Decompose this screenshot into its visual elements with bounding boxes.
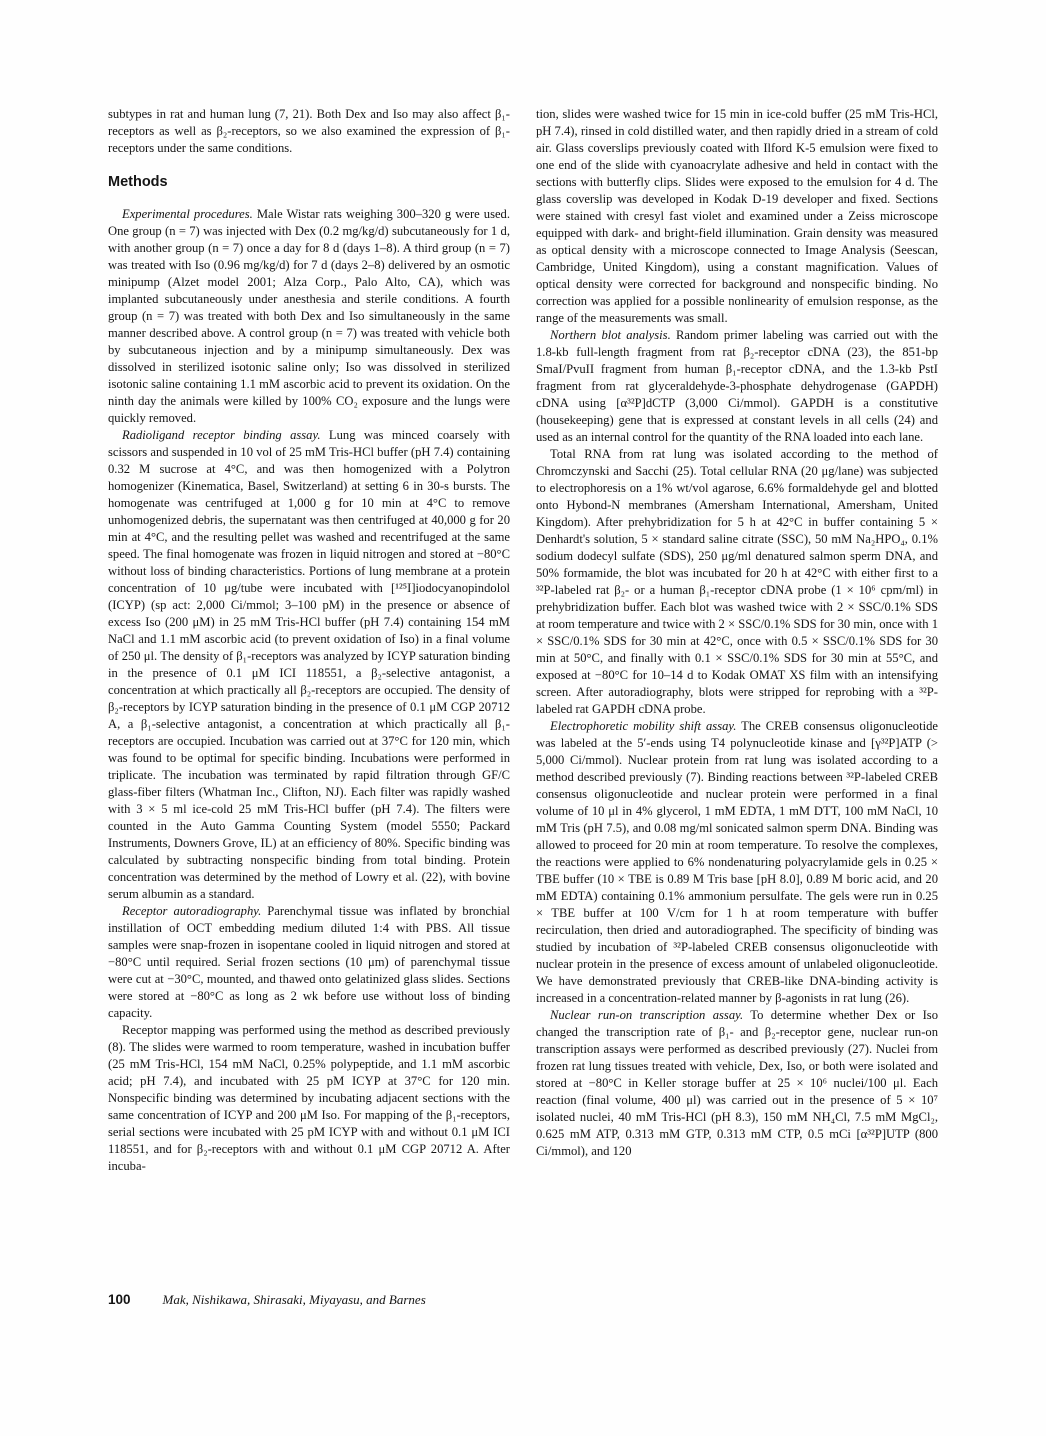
run-in-heading: Radioligand receptor binding assay.: [122, 428, 321, 442]
body-paragraph-total-rna: [536, 446, 938, 718]
continuation-paragraph: [536, 106, 938, 327]
paragraph-text: Parenchymal tissue was inflated by bronchial instillation of OCT embedding medium diluted 1:4 with PBS. All tissue samples were snap-frozen in isopentane cooled in liquid nitrogen and stored at −80°C until required. Serial frozen sections (10 μm) of parenchymal tissue were cut at −30°C, mounted, and thawed onto gelatinized glass slides. Sections were stored at −80°C as long as 2 wk before use without loss of binding capacity.: [108, 904, 510, 1020]
body-paragraph-radioligand-binding: [108, 427, 510, 903]
paragraph-text: The CREB consensus oligonucleotide was labeled at the 5′-ends using T4 polynucleotide kinase and [γ³²P]ATP (> 5,000 Ci/mmol). Nuclear protein from rat lung was isolated according to a method described previously (7). Binding reactions between ³²P-labeled CREB consensus oligonucleotide and nuclear protein were performed in a final volume of 10 μl in 4% glycerol, 1 mM EDTA, 1 mM DTT, 100 mM NaCl, 10 mM Tris (pH 7.5), and 0.08 mg/ml sonicated salmon sperm DNA. Binding was allowed to proceed for 20 min at room temperature. To resolve the complexes, the reactions were applied to 6% nondenaturing polyacrylamide gels in 0.25 × TBE buffer (10 × TBE is 0.89 M Tris base [pH 8.0], 0.89 M boric acid, and 20 mM EDTA) containing 0.1% ammonium persulfate. The gels were run in 0.25 × TBE buffer at 100 V/cm for 1 h at room temperature with buffer recirculation, then dried and autoradiographed. The specificity of binding was studied by incubation of ³²P-labeled CREB consensus oligonucleotide with nuclear protein in the presence of excess amount of unlabeled oligonucleotide. We have demonstrated previously that CREB-like DNA-binding activity is increased in a concentration-related manner by β-agonists in rat lung (26).: [536, 719, 938, 1005]
right-column: [536, 106, 938, 1175]
paragraph-text: Random primer labeling was carried out with the 1.8-kb full-length fragment from rat β₂-receptor cDNA (23), the 851-bp SmaI/PvuII fragment from human β₁-receptor cDNA, and the 1.3-kb PstI fragment from rat glyceraldehyde-3-phosphate dehydrogenase (GAPDH) cDNA using [α³²P]dCTP (3,000 Ci/mmol). GAPDH is a constitutive (housekeeping) gene that is expressed at constant levels in all cells (24) and used as an internal control for the quantity of the RNA loaded into each lane.: [536, 328, 938, 444]
two-column-text-area: [108, 106, 938, 1175]
page-number: 100: [108, 1292, 131, 1307]
paragraph-text: subtypes in rat and human lung (7, 21). Both Dex and Iso may also affect β₁-receptors as well as β₂-receptors, so we also examined the expression of β₁-receptors under the same conditions.: [108, 107, 510, 155]
run-in-heading: Northern blot analysis.: [550, 328, 671, 342]
run-in-heading: Receptor autoradiography.: [122, 904, 262, 918]
running-authors: Mak, Nishikawa, Shirasaki, Miyayasu, and Barnes: [162, 1292, 426, 1307]
run-in-heading: Electrophoretic mobility shift assay.: [550, 719, 737, 733]
paragraph-text: To determine whether Dex or Iso changed the transcription rate of β₁- and β₂-receptor gene, nuclear run-on transcription assays were performed as described previously (27). Nuclei from frozen rat lung tissues treated with vehicle, Dex, Iso, or both were isolated and stored at −80°C in Keller storage buffer at 25 × 10⁶ nuclei/100 μl. Each reaction (final volume, 400 μl) was carried out in the presence of 5 × 10⁷ isolated nuclei, 40 mM Tris-HCl (pH 8.3), 150 mM NH₄Cl, 7.5 mM MgCl₂, 0.625 mM ATP, 0.313 mM GTP, 0.313 mM CTP, 0.5 mCi [α³²P]UTP (800 Ci/mmol), and 120: [536, 1008, 938, 1158]
body-paragraph-emsa: [536, 718, 938, 1007]
body-paragraph-experimental-procedures: [108, 206, 510, 427]
paragraph-text: Total RNA from rat lung was isolated according to the method of Chromczynski and Sacchi (25). Total cellular RNA (20 μg/lane) was subjected to electrophoresis on a 1% wt/vol agarose, 6.6% formaldehyde gel and blotted onto Hybond-N membranes (Amersham International, Amersham, United Kingdom). After prehybridization for 5 h at 42°C in buffer containing 5 × Denhardt's solution, 5 × standard saline citrate (SSC), 50 mM Na₂HPO₄, 0.1% sodium dodecyl sulfate (SDS), 250 μg/ml denatured salmon sperm DNA, and 50% formamide, the blot was incubated for 20 h at 42°C with either first to a ³²P-labeled rat β₂- or a human β₁-receptor cDNA probe (1 × 10⁶ cpm/ml) in prehybridization buffer. Each blot was washed twice with 2 × SSC/0.1% SDS at room temperature and twice with 2 × SSC/0.1% SDS for 30 min, once with 1 × SSC/0.1% SDS for 30 min at 42°C, once with 0.5 × SSC/0.1% SDS for 30 min at 50°C, and finally with 0.1 × SSC/0.1% SDS for 30 min at 55°C, and exposed at −80°C for 10–14 d to Kodak OMAT XS film with an intensifying screen. After autoradiography, blots were stripped for reprobing with a ³²P-labeled rat GAPDH cDNA probe.: [536, 447, 938, 716]
page-footer: [108, 1292, 426, 1308]
body-paragraph-northern-blot: [536, 327, 938, 446]
paragraph-text: Receptor mapping was performed using the method as described previously (8). The slides were warmed to room temperature, washed in incubation buffer (25 mM Tris-HCl, 154 mM NaCl, 0.25% polypeptide, and 1.1 mM ascorbic acid; pH 7.4), and incubated with 25 pM ICYP at 37°C for 120 min. Nonspecific binding was determined by incubating adjacent sections with the same concentration of ICYP and 200 μM Iso. For mapping of the β₁-receptors, serial sections were incubated with 25 pM ICYP with and without 0.1 μM ICI 118551, and for β₂-receptors with and without 0.1 μM CGP 20712 A. After incuba-: [108, 1023, 510, 1173]
paragraph-text: Male Wistar rats weighing 300–320 g were used. One group (n = 7) was injected with Dex (0.2 mg/kg/d) subcutaneously for 1 d, with another group (n = 7) once a day for 8 d (days 1–8). A third group (n = 7) was treated with Iso (0.96 mg/kg/d) for 7 d (days 2–8) delivered by an osmotic minipump (Alzet model 2001; Alza Corp., Palo Alto, CA), which was implanted subcutaneously under anesthesia and sterile conditions. A fourth group (n = 7) was treated with both Dex and Iso simultaneously in the same manner described above. A control group (n = 7) was treated with vehicle both by subcutaneous injection and by a minipump simultaneously. Dex was dissolved in sterilized isotonic saline only; Iso was dissolved in sterilized isotonic saline containing 1.1 mM ascorbic acid to prevent its oxidation. On the ninth day the animals were killed by 100% CO₂ exposure and the lungs were quickly removed.: [108, 207, 511, 425]
body-paragraph-nuclear-run-on: [536, 1007, 938, 1160]
paragraph-text: Lung was minced coarsely with scissors and suspended in 10 vol of 25 mM Tris-HCl buffer (pH 7.4) containing 0.32 M sucrose at 4°C, and was then homogenized with a Polytron homogenizer (Kinematica, Basel, Switzerland) at setting 6 in 30-s bursts. The homogenate was centrifuged at 1,000 g for 10 min at 4°C to remove unhomogenized debris, the supernatant was then centrifuged at 40,000 g for 20 min at 4°C, and the resulting pellet was washed and recentrifuged at the same speed. The final homogenate was frozen in liquid nitrogen and stored at −80°C without loss of binding characteristics. Portions of lung membrane at a protein concentration of 10 μg/tube were incubated with [¹²⁵I]iodocyanopindolol (ICYP) (sp act: 2,000 Ci/mmol; 3–100 pM) in the presence or absence of excess Iso (200 μM) in 25 mM Tris-HCl buffer (pH 7.4) containing 154 mM NaCl and 1.1 mM ascorbic acid (to prevent oxidation of Iso) in a final volume of 250 μl. The density of β₁-receptors was analyzed by ICYP saturation binding in the presence of 0.1 μM ICI 118551, a β₂-selective antagonist, a concentration at which practically all β₂-receptors are occupied. The density of β₂-receptors by ICYP saturation binding in the presence of 0.1 μM CGP 20712 A, a β₁-selective antagonist, a concentration at which practically all β₁-receptors are occupied. Incubation was carried out at 37°C for 120 min, which was found to be optimal for specific binding. Incubations were performed in triplicate. The incubation was terminated by rapid filtration through GF/C glass-fiber filters (Whatman Inc., Clifton, NJ). Each filter was rapidly washed with 3 × 5 ml ice-cold 25 mM Tris-HCl buffer (pH 7.4). The filters were counted in the Auto Gamma Counting System (model 5550; Packard Instruments, Downers Grove, IL) at an efficiency of 80%. Specific binding was calculated by subtracting nonspecific binding from total binding. Protein concentration was determined by the method of Lowry et al. (22), with bovine serum albumin as a standard.: [108, 428, 510, 901]
run-in-heading: Experimental procedures.: [122, 207, 253, 221]
body-paragraph-receptor-autoradiography: [108, 903, 510, 1022]
section-heading-methods: Methods: [108, 174, 168, 190]
paragraph-text: tion, slides were washed twice for 15 min in ice-cold buffer (25 mM Tris-HCl, pH 7.4), rinsed in cold distilled water, and then rapidly dried in a stream of cold air. Glass coverslips previously coated with Ilford K-5 emulsion were fixed to one end of the slide with cyanoacrylate adhesive and held in contact with the sections with butterfly clips. Slides were exposed to the emulsion for 4 d. The glass coverslip was developed in Kodak D-19 developer and fixed. Sections were stained with cresyl fast violet and examined under a Zeiss microscope equipped with dark- and bright-field illumination. Grain density was measured as optical density with a microscope connected to Image Analysis (Seescan, Cambridge, United Kingdom), using a constant magnification. Values of optical density were corrected for background and nonspecific binding. No correction was applied for a possible nonlinearity of emulsion response, as the range of the measurements was small.: [536, 107, 938, 325]
continuation-paragraph: [108, 106, 510, 157]
left-column: [108, 106, 510, 1175]
body-paragraph-receptor-mapping: [108, 1022, 510, 1175]
run-in-heading: Nuclear run-on transcription assay.: [550, 1008, 744, 1022]
